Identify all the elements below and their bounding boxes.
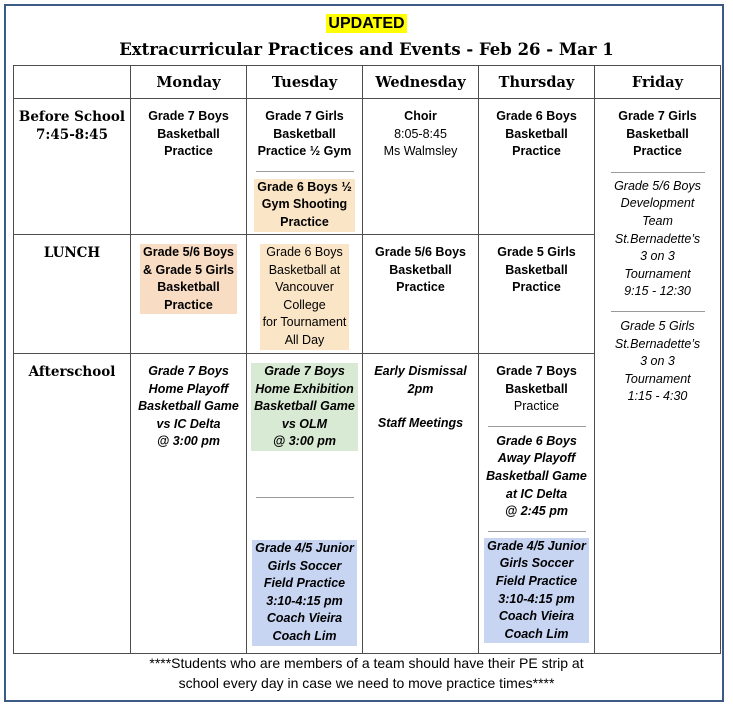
- event-line: Home Exhibition: [255, 381, 354, 396]
- page-title: Extracurricular Practices and Events - Feb 26 - Mar 1: [119, 40, 614, 59]
- divider: [256, 497, 354, 498]
- day-header-tuesday: Tuesday: [247, 66, 363, 99]
- event-line: Gym Shooting: [261, 197, 348, 212]
- footer-line: school every day in case we need to move practice times****: [178, 674, 555, 691]
- wednesday-after-cell: [363, 354, 479, 654]
- event-line: vs OLM: [281, 416, 328, 431]
- event-line: Grade 7 Girls: [618, 109, 697, 123]
- event-line: Grade 7 Boys: [496, 364, 577, 378]
- event-line: Early Dismissal: [374, 364, 467, 378]
- event-line: Basketball: [626, 126, 689, 141]
- row-label-afterschool: Afterschool: [14, 354, 131, 654]
- divider: [488, 426, 586, 427]
- event-line: Practice: [512, 144, 561, 159]
- event-line: Tournament: [624, 371, 691, 386]
- tuesday-lunch-cell: [247, 235, 363, 354]
- event-line: Coach Lim: [272, 628, 337, 643]
- event-line: Girls Soccer: [499, 556, 574, 571]
- event-line: All Day: [284, 332, 325, 347]
- event-line: Grade 7 Boys: [264, 364, 345, 378]
- updated-badge: UPDATED: [328, 15, 405, 32]
- day-header-monday: Monday: [131, 66, 247, 99]
- monday-before-cell: [131, 99, 247, 235]
- event-line: @ 2:45 pm: [505, 504, 568, 519]
- event-line: Grade 7 Girls: [265, 109, 344, 123]
- event-line: Grade 5/6 Boys: [142, 245, 234, 259]
- event-line: Development: [620, 196, 695, 211]
- event-line: 9:15 - 12:30: [624, 284, 691, 299]
- event-line: Basketball: [157, 280, 220, 295]
- event-line: Grade 6 Boys: [266, 245, 343, 259]
- divider: [611, 172, 705, 173]
- tuesday-after-event-1: [251, 363, 358, 451]
- tuesday-lunch-event: [260, 244, 350, 350]
- thursday-after-event-3: [484, 538, 589, 644]
- event-line: 3 on 3: [640, 354, 675, 369]
- event-line: Coach Vieira: [266, 611, 343, 626]
- event-line: Basketball Game: [486, 468, 587, 483]
- event-line: Practice: [164, 297, 213, 312]
- event-line: Staff Meetings: [377, 416, 464, 431]
- divider: [256, 171, 354, 172]
- event-line: Basketball: [157, 126, 220, 141]
- badge-wrap: [0, 14, 733, 33]
- event-line: Basketball: [273, 126, 336, 141]
- monday-lunch-cell: [131, 235, 247, 354]
- monday-after-cell: [131, 354, 247, 654]
- event-line: Grade 5/6 Boys: [614, 178, 701, 193]
- event-line: Vancouver: [275, 280, 334, 295]
- event-line: Away Playoff: [497, 451, 576, 466]
- event-line: Grade 5/6 Boys: [374, 245, 466, 259]
- event-line: College: [283, 297, 326, 312]
- event-line: Grade 7 Boys: [148, 109, 229, 123]
- event-line: Field Practice: [495, 573, 578, 588]
- tuesday-after-cell: [247, 354, 363, 654]
- event-line: & Grade 5 Girls: [142, 262, 234, 277]
- event-line: Tournament: [624, 266, 691, 281]
- row-label-before-school: [14, 99, 131, 235]
- tuesday-after-event-2: [252, 540, 357, 646]
- corner-cell: [14, 66, 131, 99]
- event-line: Grade 5 Girls: [497, 245, 576, 259]
- row-label-lunch: LUNCH: [14, 235, 131, 354]
- event-line: 3 on 3: [640, 249, 675, 264]
- wednesday-lunch-cell: [363, 235, 479, 354]
- event-line: 3:10-4:15 pm: [498, 591, 575, 606]
- event-line: at IC Delta: [505, 486, 568, 501]
- event-line: Basketball at: [268, 262, 341, 277]
- day-header-wednesday: Wednesday: [363, 66, 479, 99]
- tuesday-before-event-2: [254, 179, 355, 232]
- event-line: Grade 4/5 Junior: [255, 540, 354, 555]
- before-school-row: [14, 99, 721, 235]
- event-line: Basketball: [505, 126, 568, 141]
- event-line: Grade 4/5 Junior: [487, 538, 586, 553]
- row-label-line: Before School: [18, 109, 126, 125]
- event-line: Basketball Game: [254, 399, 355, 414]
- event-line: Practice: [513, 399, 560, 414]
- event-line: vs IC Delta: [156, 416, 221, 431]
- footer-line: ****Students who are members of a team should have their PE strip at: [149, 655, 584, 671]
- header-row: [14, 66, 721, 99]
- event-line: Grade 7 Boys: [148, 364, 229, 378]
- event-line: 3:10-4:15 pm: [266, 593, 343, 608]
- event-line: Grade 6 Boys: [496, 109, 577, 123]
- event-line: Grade 5 Girls: [620, 318, 695, 333]
- event-line: Coach Lim: [504, 626, 569, 641]
- event-line: Coach Vieira: [498, 609, 575, 624]
- event-line: Practice: [280, 214, 329, 229]
- thursday-lunch-cell: [479, 235, 595, 354]
- friday-cell: [595, 99, 721, 654]
- event-line: Field Practice: [263, 576, 346, 591]
- event-line: 2pm: [407, 381, 434, 396]
- event-line: Grade 6 Boys: [496, 433, 577, 448]
- event-line: Basketball Game: [138, 399, 239, 414]
- event-line: 8:05-8:45: [394, 126, 447, 141]
- day-header-thursday: Thursday: [479, 66, 595, 99]
- event-line: 1:15 - 4:30: [627, 389, 688, 404]
- footer-note: [0, 654, 733, 693]
- event-line: St.Bernadette’s: [614, 231, 701, 246]
- event-line: Practice: [396, 280, 445, 295]
- event-line: Practice: [633, 144, 682, 159]
- event-line: Basketball: [505, 262, 568, 277]
- event-line: Practice: [164, 144, 213, 159]
- thursday-before-cell: [479, 99, 595, 235]
- event-line: Ms Walmsley: [383, 144, 458, 159]
- event-line: St.Bernadette’s: [614, 336, 701, 351]
- thursday-after-cell: [479, 354, 595, 654]
- event-line: Basketball: [389, 262, 452, 277]
- event-line: Team: [642, 213, 673, 228]
- wednesday-before-cell: [363, 99, 479, 235]
- row-label-line: 7:45-8:45: [36, 127, 108, 143]
- event-line: Practice: [512, 280, 561, 295]
- schedule-table: [13, 65, 721, 654]
- event-line: Grade 6 Boys ½: [257, 179, 352, 194]
- event-line: @ 3:00 pm: [157, 434, 220, 449]
- event-line: Basketball: [505, 381, 568, 396]
- divider: [611, 311, 705, 312]
- event-line: for Tournament: [262, 315, 347, 330]
- monday-lunch-event: [140, 244, 237, 314]
- event-line: Choir: [404, 109, 437, 123]
- day-header-friday: Friday: [595, 66, 721, 99]
- event-line: Practice ½ Gym: [257, 144, 352, 159]
- tuesday-before-cell: [247, 99, 363, 235]
- event-line: Home Playoff: [148, 381, 229, 396]
- event-line: Girls Soccer: [267, 558, 342, 573]
- event-line: @ 3:00 pm: [273, 434, 336, 449]
- divider: [488, 531, 586, 532]
